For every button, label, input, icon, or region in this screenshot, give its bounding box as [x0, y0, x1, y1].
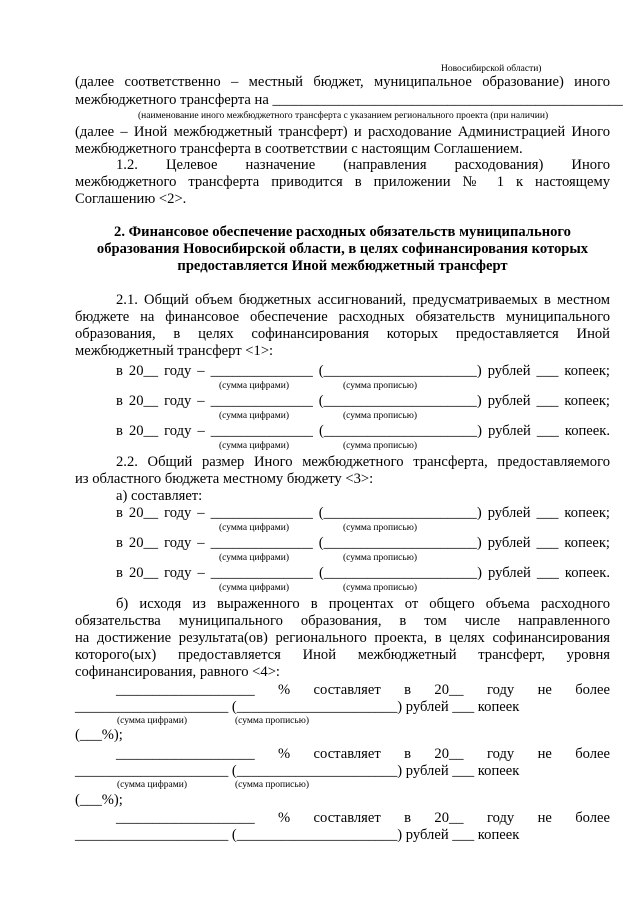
caption-sum-digits: (сумма цифрами): [219, 381, 289, 391]
caption-sum-words: (сумма прописью): [235, 716, 309, 726]
p21-line-2: бюджете на финансовое обеспечение расходных обязательств муниципального: [75, 309, 610, 325]
p12-line-1: 1.2. Целевое назначение (направления расходования) Иного: [116, 157, 610, 173]
caption-sum-words: (сумма прописью): [343, 523, 417, 533]
caption-sum-words: (сумма прописью): [343, 381, 417, 391]
pct-block-2-line-1: ___________________ % составляет в 20__ году не более: [116, 746, 610, 762]
pct-block-3-line-2: _____________________ (______________________) рублей ___ копеек: [75, 827, 520, 843]
section2-heading-line-2: образования Новосибирской области, в целях софинансирования которых: [96, 241, 589, 257]
caption-sum-digits: (сумма цифрами): [117, 716, 187, 726]
section2-heading-line-1: 2. Финансовое обеспечение расходных обязательств муниципального: [114, 224, 571, 240]
p12-line-3: Соглашению <2>.: [75, 191, 187, 207]
year-row-b-3: в 20__ году – ______________ (_____________________) рублей ___ копеек.: [116, 565, 610, 581]
year-row-a-3: в 20__ году – ______________ (_____________________) рублей ___ копеек.: [116, 423, 610, 439]
year-row-a-1: в 20__ году – ______________ (_____________________) рублей ___ копеек;: [116, 363, 610, 379]
p21-line-3: образования, в целях софинансирования которых предоставляется Иной: [75, 326, 610, 342]
p22-line-2: из областного бюджета местному бюджету <3>:: [75, 471, 374, 487]
header-region-note: Новосибирской области): [441, 64, 542, 74]
section2-heading-line-3: предоставляется Иной межбюджетный трансферт: [177, 258, 508, 274]
pct-block-1-line-3: (___%);: [75, 727, 123, 743]
intro-line-3: (далее – Иной межбюджетный трансферт) и расходование Администрацией Иного: [75, 124, 610, 140]
p21-line-4: межбюджетный трансферт <1>:: [75, 343, 274, 359]
caption-sum-digits: (сумма цифрами): [117, 780, 187, 790]
pb-line-2: обязательства муниципального образования, в том числе направленного: [75, 613, 610, 629]
pb-line-5: софинансирования, равного <4>:: [75, 664, 280, 680]
caption-sum-digits: (сумма цифрами): [219, 583, 289, 593]
p22-line-3: а) составляет:: [116, 488, 203, 504]
intro-line-2: межбюджетного трансферта на ________________________________________________: [75, 92, 623, 108]
caption-sum-digits: (сумма цифрами): [219, 523, 289, 533]
pct-block-1-line-2: _____________________ (______________________) рублей ___ копеек: [75, 699, 520, 715]
intro-caption: (наименование иного межбюджетного трансферта с указанием регионального проекта (при наличии): [138, 111, 549, 121]
p12-line-2: межбюджетного трансферта приводится в приложении № 1 к настоящему: [75, 174, 610, 190]
caption-sum-words: (сумма прописью): [343, 553, 417, 563]
year-row-b-1: в 20__ году – ______________ (_____________________) рублей ___ копеек;: [116, 505, 610, 521]
caption-sum-words: (сумма прописью): [343, 583, 417, 593]
caption-sum-words: (сумма прописью): [343, 411, 417, 421]
pct-block-2-line-3: (___%);: [75, 792, 123, 808]
p22-line-1: 2.2. Общий размер Иного межбюджетного трансферта, предоставляемого: [116, 454, 610, 470]
pb-line-4: которого(ых) предоставляется Иной межбюджетный трансферт, уровня: [75, 647, 610, 663]
pb-line-1: б) исходя из выраженного в процентах от общего объема расходного: [116, 596, 610, 612]
caption-sum-words: (сумма прописью): [343, 441, 417, 451]
pb-line-3: на достижение результата(ов) регионального проекта, в целях софинансирования: [75, 630, 610, 646]
caption-sum-digits: (сумма цифрами): [219, 553, 289, 563]
caption-sum-digits: (сумма цифрами): [219, 411, 289, 421]
pct-block-1-line-1: ___________________ % составляет в 20__ году не более: [116, 682, 610, 698]
pct-block-2-line-2: _____________________ (______________________) рублей ___ копеек: [75, 763, 520, 779]
caption-sum-words: (сумма прописью): [235, 780, 309, 790]
caption-sum-digits: (сумма цифрами): [219, 441, 289, 451]
intro-line-1: (далее соответственно – местный бюджет, муниципальное образование) иного: [75, 74, 610, 90]
pct-block-3-line-1: ___________________ % составляет в 20__ году не более: [116, 810, 610, 826]
year-row-a-2: в 20__ году – ______________ (_____________________) рублей ___ копеек;: [116, 393, 610, 409]
intro-line-4: межбюджетного трансферта в соответствии с настоящим Соглашением.: [75, 141, 523, 157]
year-row-b-2: в 20__ году – ______________ (_____________________) рублей ___ копеек;: [116, 535, 610, 551]
p21-line-1: 2.1. Общий объем бюджетных ассигнований, предусматриваемых в местном: [116, 292, 610, 308]
